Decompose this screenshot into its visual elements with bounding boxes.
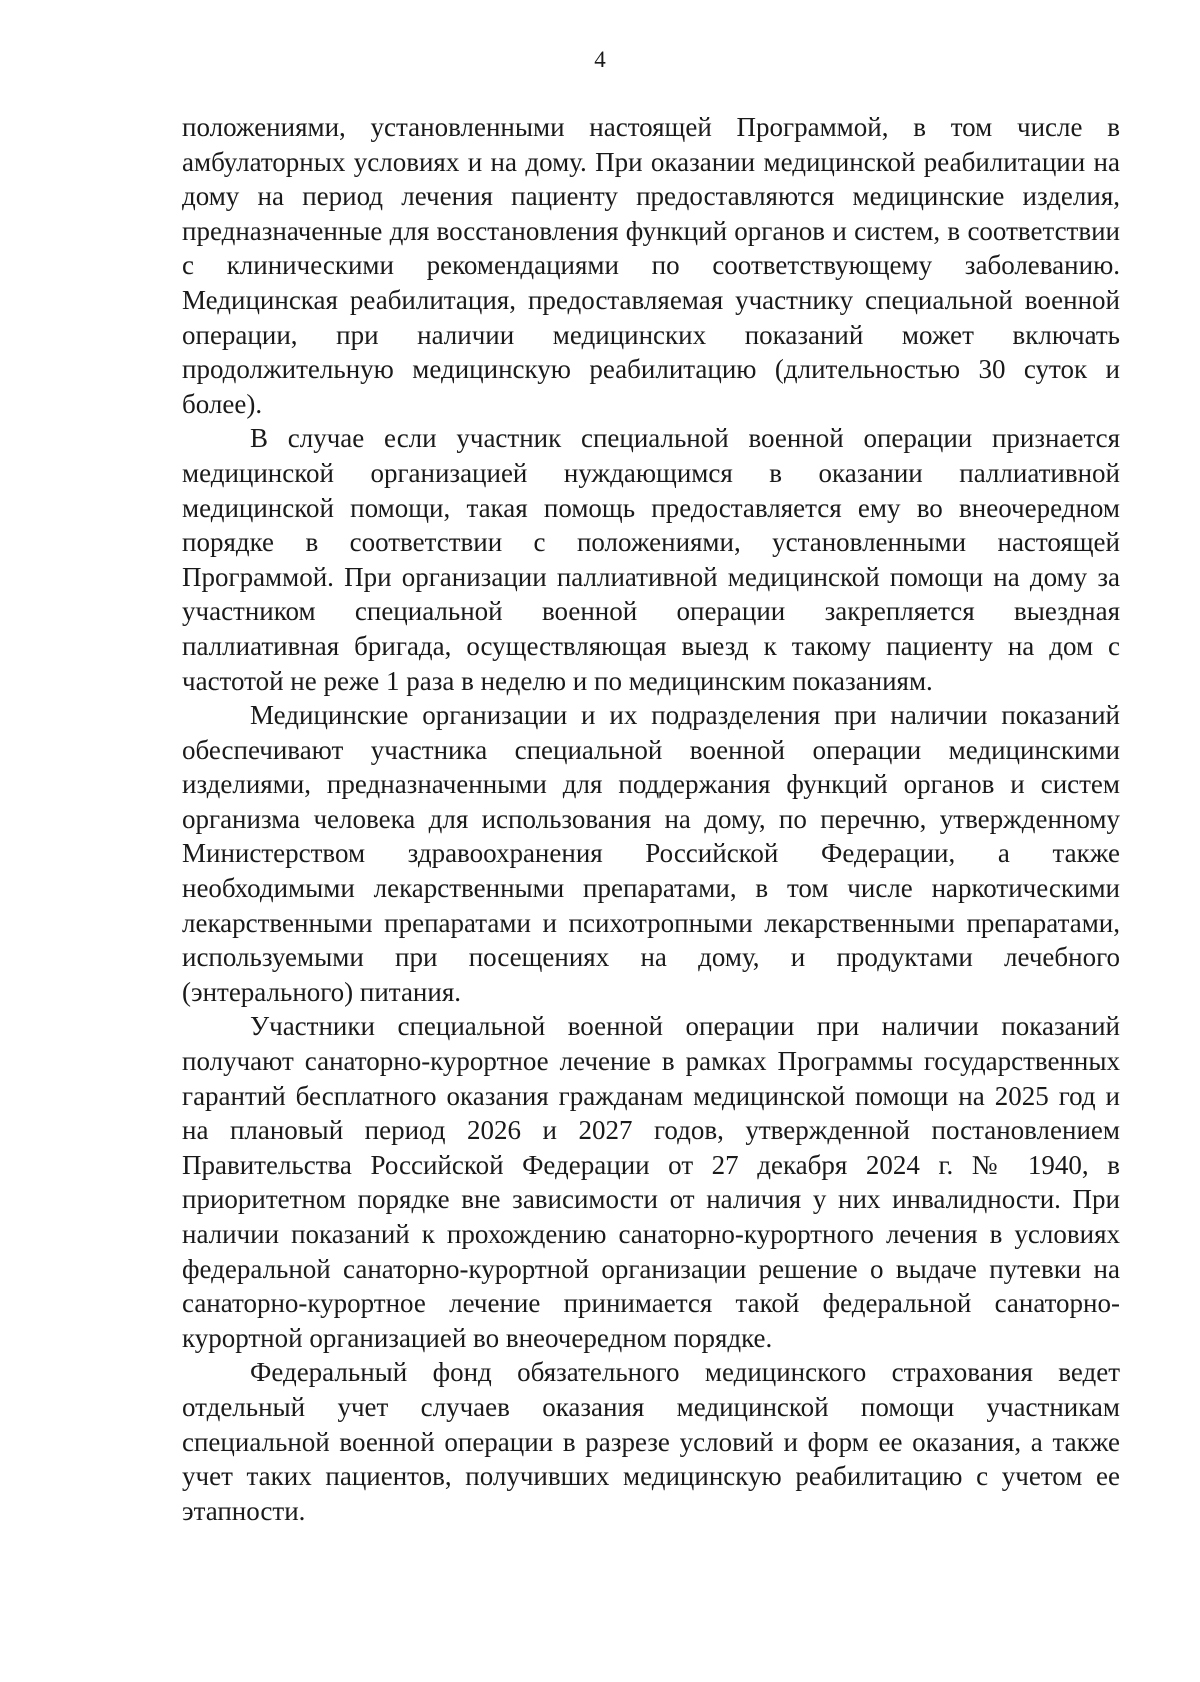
paragraph-palliative-care: В случае если участник специальной военной операции признается медицинской организацией нуждающимся в оказании паллиативной медицинской помощи, такая помощь предоставляется ему во внеочередном порядке в соответствии с положениями, установленными настоящей Программой. При организации паллиативной медицинской помощи на дому за участником специальной военной операции закрепляется выездная паллиативная бригада, осуществляющая выезд к такому пациенту на дом с частотой не реже 1 раза в неделю и по медицинским показаниям.: [182, 423, 1120, 696]
paragraph-sanatorium-treatment: Участники специальной военной операции при наличии показаний получают санаторно-курортное лечение в рамках Программы государственных гарантий бесплатного оказания гражданам медицинской помощи на 2025 год и на плановый период 2026 и 2027 годов, утвержденной постановлением Правительства Российской Федерации от 27 декабря 2024 г. № 1940, в приоритетном порядке вне зависимости от наличия у них инвалидности. При наличии показаний к прохождению санаторно-курортного лечения в условиях федеральной санаторно-курортной организации решение о выдаче путевки на санаторно-курортное лечение принимается такой федеральной санаторно-курортной организацией во внеочередном порядке.: [182, 1011, 1120, 1353]
page-number: 4: [594, 47, 606, 72]
paragraph-continuation: положениями, установленными настоящей Программой, в том числе в амбулаторных условиях и на дому. При оказании медицинской реабилитации на дому на период лечения пациенту предоставляются медицинские изделия, предназначенные для восстановления функций органов и систем, в соответствии с клиническими рекомендациями по соответствующему заболеванию. Медицинская реабилитация, предоставляемая участнику специальной военной операции, при наличии медицинских показаний может включать продолжительную медицинскую реабилитацию (длительностью 30 суток и более).: [182, 112, 1120, 419]
paragraph-medical-devices: Медицинские организации и их подразделения при наличии показаний обеспечивают участника специальной военной операции медицинскими изделиями, предназначенными для поддержания функций органов и систем организма человека для использования на дому, по перечню, утвержденному Министерством здравоохранения Российской Федерации, а также необходимыми лекарственными препаратами, в том числе наркотическими лекарственными препаратами и психотропными лекарственными препаратами, используемыми при посещениях на дому, и продуктами лечебного (энтерального) питания.: [182, 700, 1120, 1007]
paragraph-insurance-fund: Федеральный фонд обязательного медицинского страхования ведет отдельный учет случаев оказания медицинской помощи участникам специальной военной операции в разрезе условий и форм ее оказания, а также учет таких пациентов, получивших медицинскую реабилитацию с учетом ее этапности.: [182, 1357, 1120, 1526]
document-body: [182, 110, 1120, 1528]
